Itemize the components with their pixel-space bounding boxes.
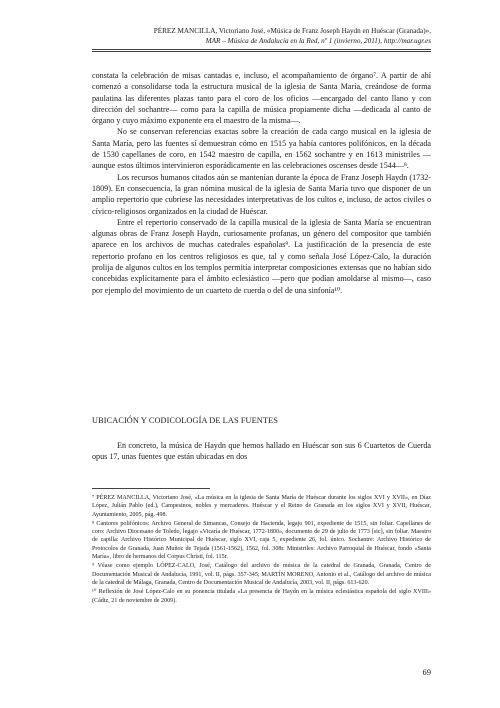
- header-rule-second: [92, 51, 431, 52]
- header-journal: MAR – Música de Andalucía en la Red, nº 1 (invierno, 2011), http://mar.ugr.es: [205, 37, 431, 45]
- running-header: [71, 26, 431, 46]
- section-heading: UBICACIÓN Y CODICOLOGÍA DE LAS FUENTES: [92, 416, 278, 425]
- paragraph-4: Entre el repertorio conservado de la capilla musical de la iglesia de Santa María se encuentran algunas obras de Franz Joseph Haydn, curiosamente profanas, un género del compositor que también aparece en los archivos de muchas catedrales españolas⁹. La justificación de la presencia de este repertorio profano en los centros religiosos es que, tal y como señala José López-Calo, la duración prolija de algunos cultos en los templos permitía interpretar composiciones extensas que no habían sido concebidas explícitamente para el ámbito eclesiástico —pero que podían amoldarse al mismo—, caso por ejemplo del movimiento de un cuarteto de cuerda o del de una sinfonía¹⁰.: [92, 217, 431, 295]
- footnote-separator: [92, 488, 210, 489]
- header-citation: PÉREZ MANCILLA, Victoriano José, «Música de Franz Joseph Haydn en Huéscar (Granada)»,: [153, 27, 431, 35]
- footnotes: [92, 494, 431, 606]
- paragraph-2: No se conservan referencias exactas sobre la creación de cada cargo musical en la iglesia de Santa María, pero las fuentes sí demuestran cómo en 1515 ya había cantores polifónicos, en la década de 1530 capellanes de coro, en 1542 maestro de capilla, en 1562 sochantre y en 1613 ministriles —aunque estos últimos intervinieron esporádicamente en las celebraciones oscenses desde 1544—⁸.: [92, 127, 431, 171]
- footnote-10: ¹⁰ Reflexión de José López-Calo en su ponencia titulada «La presencia de Haydn en la música eclesiástica española del siglo XVIII» (Cádiz, 21 de noviembre de 2009).: [92, 589, 431, 604]
- footnote-9: ⁹ Véase como ejemplo LÓPEZ-CALO, José, Catálogo del archivo de música de la catedral de Granada, Granada, Centro de Documentación Musical de Andalucía, 1991, vol. II, págs. 357-345; MARTÍN MORENO, Antonio et al., Catálogo del archivo de música de la catedral de Málaga, Granada, Centro de Documentación Musical de Andalucía, 2003, vol. II, págs. 613-620.: [92, 563, 431, 586]
- section-paragraph: En concreto, la música de Haydn que hemos hallado en Huéscar son sus 6 Cuartetos de Cuerda opus 17, unas fuentes que están ubicadas en dos: [92, 441, 431, 462]
- paragraph-3: Los recursos humanos citados aún se mantenían durante la época de Franz Joseph Haydn (1732-1809). En consecuencia, la gran nómina musical de la iglesia de Santa María tuvo que disponer de un amplio repertorio que cubriese las necesidades interpretativas de los cultos e, incluso, de actos civiles o cívico-religiosos organizados en la ciudad de Huéscar.: [92, 172, 431, 216]
- page-number: 69: [422, 667, 431, 677]
- footnote-7: ⁷ PÉREZ MANCILLA, Victoriano José, «La música en la iglesia de Santa María de Huéscar durante los siglos XVI y XVII», en Díaz López, Julián Pablo (ed.), Campesinos, nobles y mercaderes. Huéscar y el Reino de Granada en los siglos XVI y XVII, Huéscar, Ayuntamiento, 2005, pág. 498.: [92, 495, 431, 518]
- header-rule: [92, 49, 431, 50]
- paragraph-1: constata la celebración de misas cantadas e, incluso, el acompañamiento de órgano⁷. A partir de ahí comenzó a consolidarse toda la estructura musical de la iglesia de Santa María, creándose de forma paulatina las diferentes plazas tanto para el coro de los oficios —encargado del canto llano y con dirección del sochantre— como para la capilla de música propiamente dicha —dedicada al canto de órgano y cuyo máximo exponente era el maestro de la misma—.: [92, 71, 431, 126]
- footnote-8: ⁸ Cantores polifónicos: Archivo General de Simancas, Consejo de Hacienda, legajo 901, expediente de 1515, sin foliar. Capellanes de coro: Archivo Diocesano de Toledo, legajo «Vicaría de Huéscar, 1772-1800», documento de 29 de julio de 1773 [sic], sin foliar. Maestro de capilla: Archivo Histórico Municipal de Huéscar, siglo XVI, caja 5, expediente 26, fol. único. Sochantre: Archivo Histórico de Protocolos de Granada, Juan Muñoz de Tejada (1561-1562), 1562, fol. 308r. Ministriles: Archivo Parroquial de Huéscar, fondo «Santa María», libro de hermanos del Corpus Christi, fol. 115r.: [92, 520, 431, 561]
- main-body: [92, 70, 431, 296]
